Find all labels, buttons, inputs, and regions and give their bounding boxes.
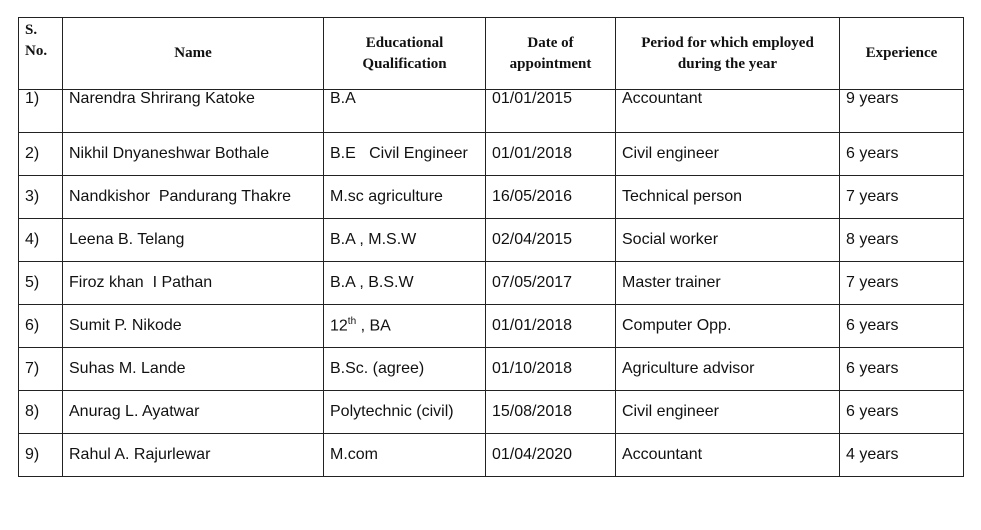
cell-date: 01/01/2015 <box>486 90 616 133</box>
cell-name: Narendra Shrirang Katoke <box>63 90 324 133</box>
cell-date: 01/10/2018 <box>486 348 616 391</box>
cell-name: Rahul A. Rajurlewar <box>63 434 324 477</box>
cell-sno: 6) <box>19 305 63 348</box>
cell-qualification: Polytechnic (civil) <box>324 391 486 434</box>
cell-qualification: M.com <box>324 434 486 477</box>
table-row <box>19 305 964 348</box>
header-period: Period for which employed during the year <box>616 18 840 90</box>
cell-qualification: B.Sc. (agree) <box>324 348 486 391</box>
table-row <box>19 219 964 262</box>
cell-qualification: B.E Civil Engineer <box>324 133 486 176</box>
cell-period: Civil engineer <box>616 133 840 176</box>
cell-sno: 4) <box>19 219 63 262</box>
cell-name: Nikhil Dnyaneshwar Bothale <box>63 133 324 176</box>
cell-name: Sumit P. Nikode <box>63 305 324 348</box>
table-row <box>19 176 964 219</box>
table-row <box>19 133 964 176</box>
cell-period: Civil engineer <box>616 391 840 434</box>
cell-experience: 7 years <box>840 262 964 305</box>
cell-qualification: B.A , B.S.W <box>324 262 486 305</box>
staff-table <box>18 17 964 477</box>
table-row <box>19 348 964 391</box>
cell-date: 16/05/2016 <box>486 176 616 219</box>
cell-experience: 8 years <box>840 219 964 262</box>
header-row <box>19 18 964 90</box>
cell-period: Accountant <box>616 90 840 133</box>
cell-date: 01/01/2018 <box>486 133 616 176</box>
cell-experience: 9 years <box>840 90 964 133</box>
table-row <box>19 391 964 434</box>
cell-sno: 9) <box>19 434 63 477</box>
cell-date: 07/05/2017 <box>486 262 616 305</box>
cell-date: 02/04/2015 <box>486 219 616 262</box>
cell-experience: 6 years <box>840 391 964 434</box>
cell-name: Suhas M. Lande <box>63 348 324 391</box>
cell-qualification: 12th , BA <box>324 305 486 348</box>
cell-sno: 5) <box>19 262 63 305</box>
table-row <box>19 262 964 305</box>
cell-name: Nandkishor Pandurang Thakre <box>63 176 324 219</box>
cell-name: Leena B. Telang <box>63 219 324 262</box>
cell-qualification: B.A , M.S.W <box>324 219 486 262</box>
cell-name: Anurag L. Ayatwar <box>63 391 324 434</box>
cell-period: Computer Opp. <box>616 305 840 348</box>
cell-date: 01/04/2020 <box>486 434 616 477</box>
cell-period: Social worker <box>616 219 840 262</box>
cell-name: Firoz khan I Pathan <box>63 262 324 305</box>
cell-date: 15/08/2018 <box>486 391 616 434</box>
header-date: Date of appointment <box>486 18 616 90</box>
cell-qualification: M.sc agriculture <box>324 176 486 219</box>
header-sno: S. No. <box>19 18 63 90</box>
cell-sno: 8) <box>19 391 63 434</box>
table-row <box>19 90 964 133</box>
cell-experience: 6 years <box>840 348 964 391</box>
cell-sno: 7) <box>19 348 63 391</box>
cell-qualification: B.A <box>324 90 486 133</box>
cell-period: Agriculture advisor <box>616 348 840 391</box>
cell-experience: 6 years <box>840 133 964 176</box>
cell-period: Technical person <box>616 176 840 219</box>
cell-sno: 2) <box>19 133 63 176</box>
header-name: Name <box>63 18 324 90</box>
cell-sno: 3) <box>19 176 63 219</box>
cell-experience: 4 years <box>840 434 964 477</box>
header-qualification: Educational Qualification <box>324 18 486 90</box>
cell-experience: 6 years <box>840 305 964 348</box>
cell-period: Master trainer <box>616 262 840 305</box>
cell-sno: 1) <box>19 90 63 133</box>
header-experience: Experience <box>840 18 964 90</box>
cell-period: Accountant <box>616 434 840 477</box>
cell-date: 01/01/2018 <box>486 305 616 348</box>
cell-experience: 7 years <box>840 176 964 219</box>
table-row <box>19 434 964 477</box>
